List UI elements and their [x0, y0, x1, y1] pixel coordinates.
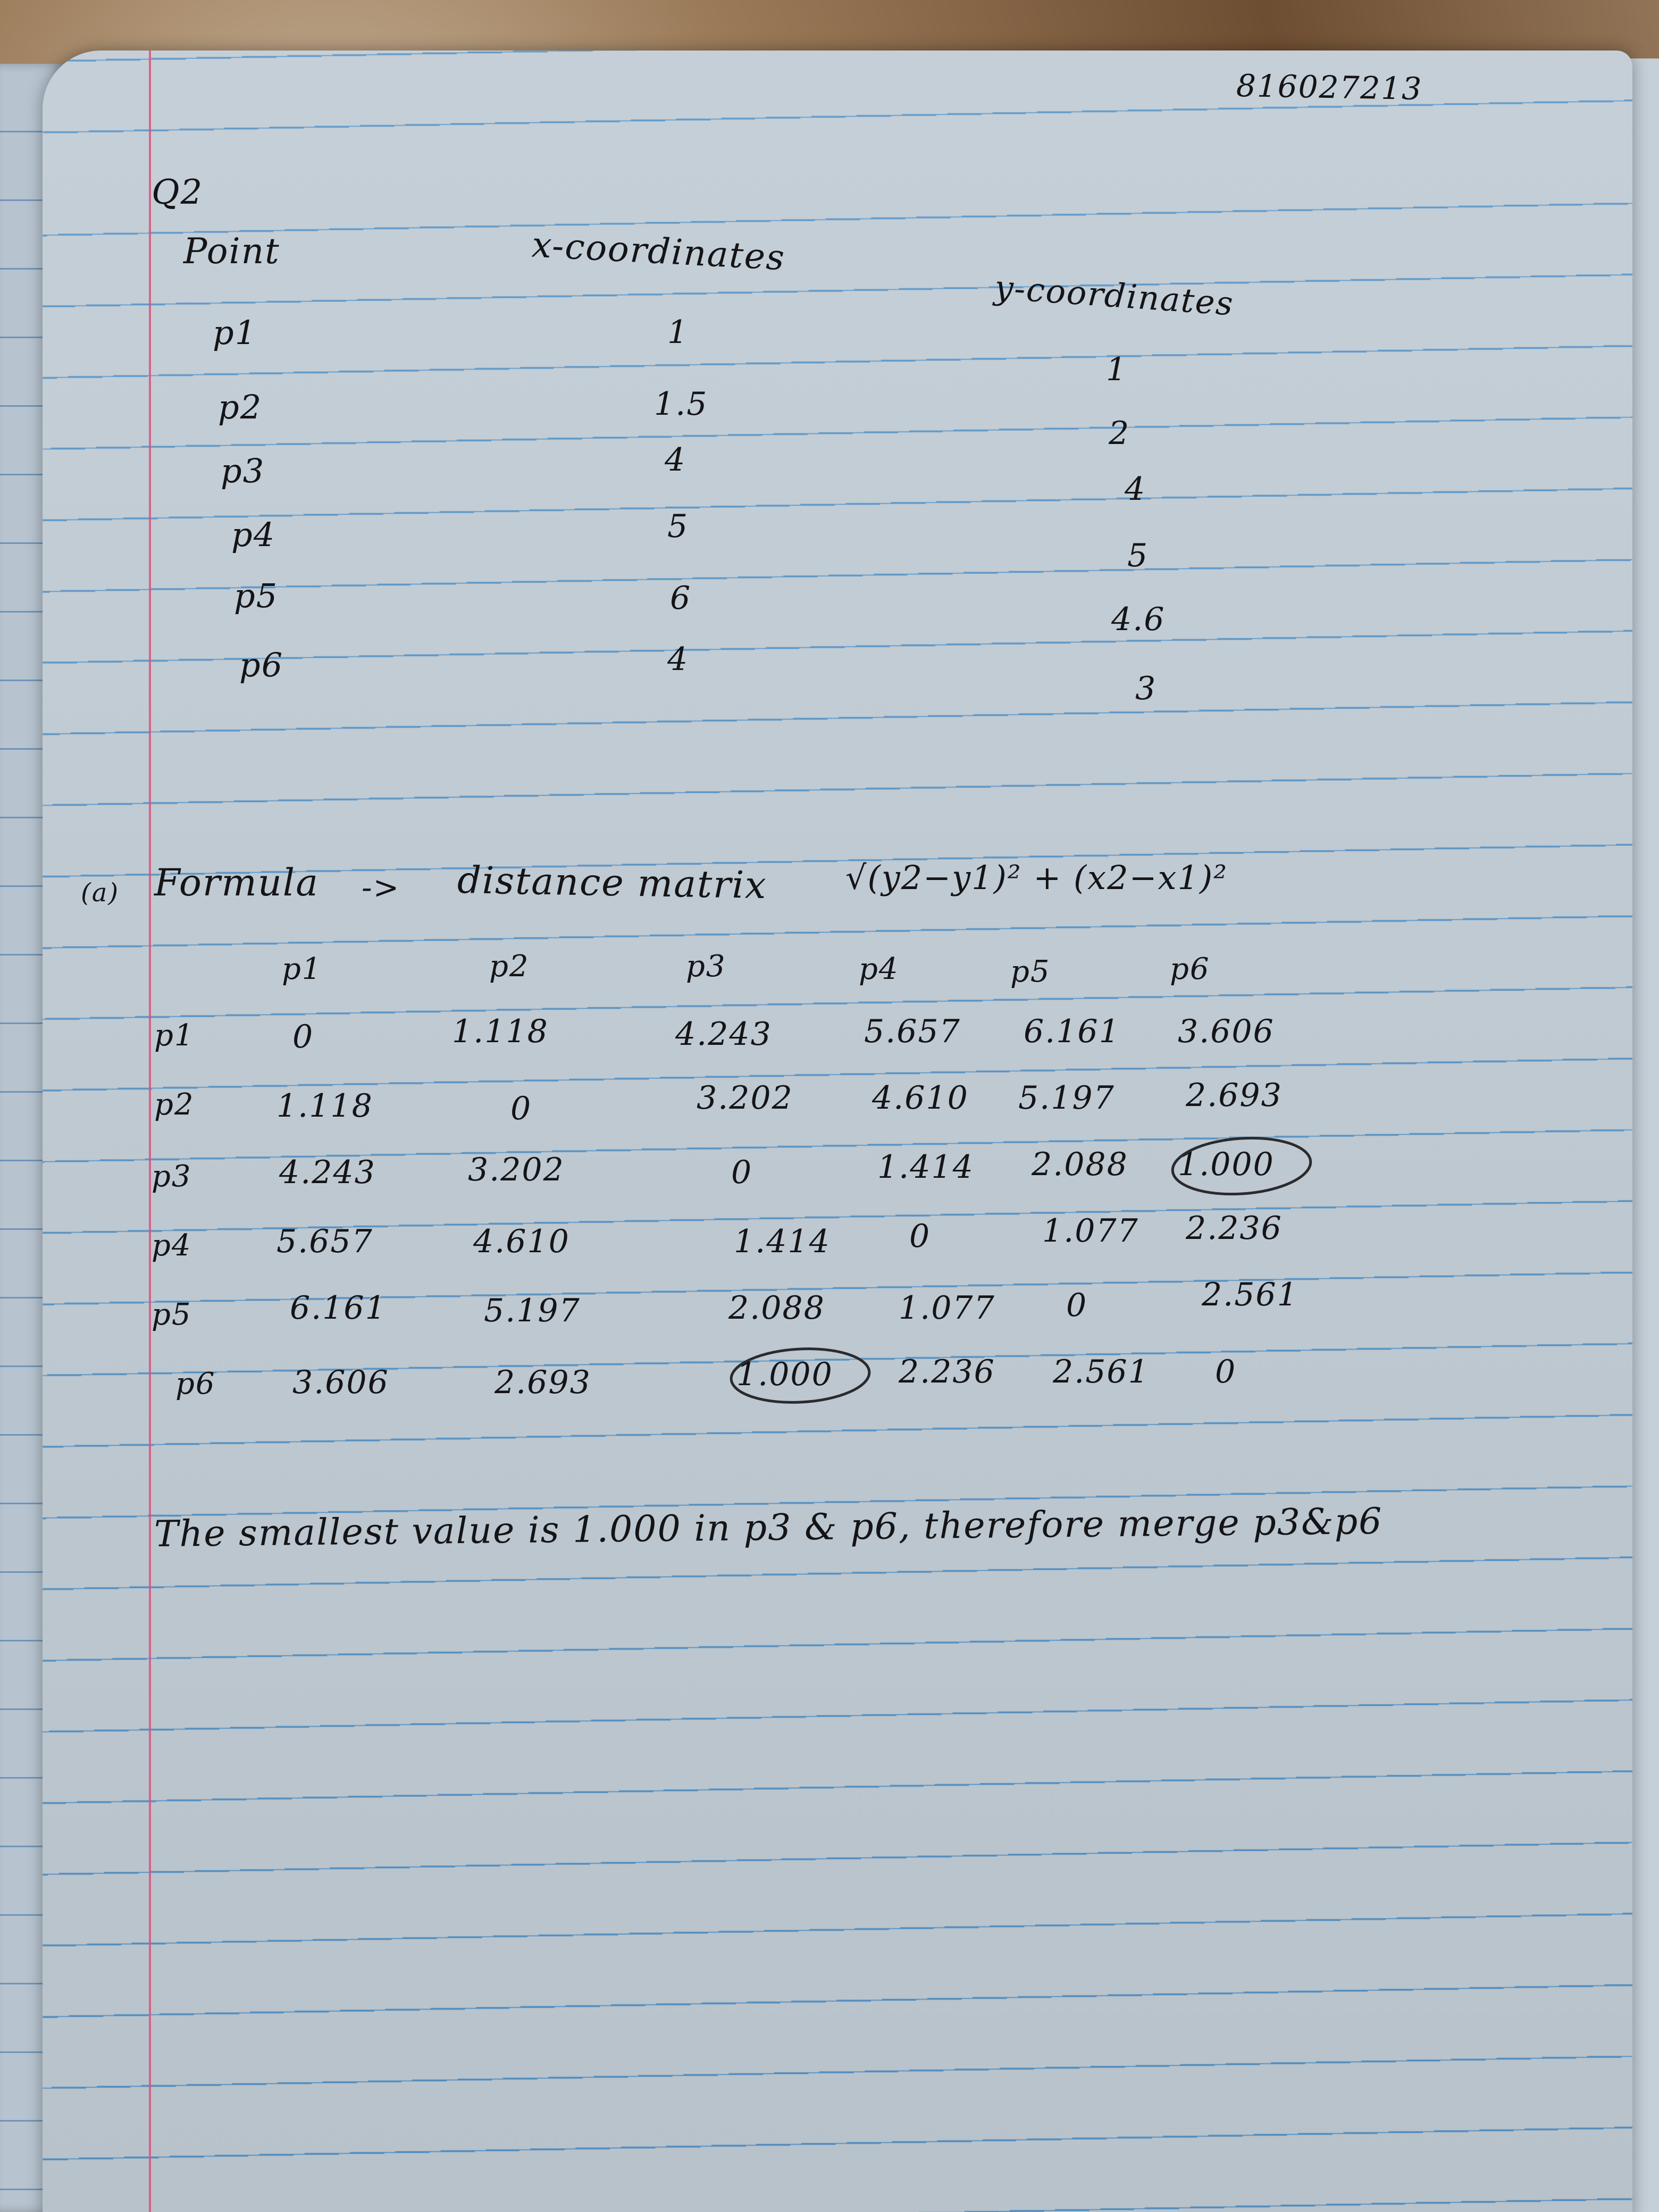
matrix-cell: 2.236 — [899, 1353, 995, 1390]
matrix-cell: 3.606 — [1178, 1013, 1275, 1050]
notebook-page — [43, 51, 1632, 2212]
point-y: 2 — [1109, 415, 1130, 452]
matrix-col-header: p2 — [489, 949, 530, 984]
col-header-point: Point — [183, 231, 280, 272]
matrix-cell: 0 — [909, 1218, 931, 1255]
point-x: 1.5 — [654, 386, 708, 423]
matrix-cell: 4.243 — [675, 1016, 772, 1053]
point-label: p6 — [239, 646, 284, 684]
point-x: 6 — [670, 580, 692, 617]
matrix-row-label: p2 — [154, 1087, 195, 1122]
matrix-row-label: p6 — [175, 1367, 216, 1401]
matrix-cell: 4.243 — [279, 1154, 376, 1191]
matrix-col-header: p6 — [1170, 952, 1210, 986]
col-header-x: x-coordinates — [531, 224, 786, 279]
matrix-cell: 5.657 — [276, 1223, 373, 1260]
distance-formula: √(y2−y1)² + (x2−x1)² — [845, 858, 1228, 897]
matrix-col-header: p3 — [686, 949, 726, 984]
point-label: p4 — [231, 515, 276, 554]
point-label: p2 — [218, 388, 263, 426]
point-x: 4 — [665, 441, 686, 479]
conclusion-text: The smallest value is 1.000 in p3 & p6, therefore merge p3&p6 — [154, 1500, 1383, 1556]
arrow-text: -> — [362, 869, 400, 906]
matrix-cell: 5.197 — [484, 1292, 581, 1329]
point-y: 4 — [1125, 471, 1146, 508]
matrix-row-label: p1 — [154, 1018, 195, 1053]
matrix-cell: 1.118 — [276, 1087, 373, 1125]
matrix-cell: 5.197 — [1018, 1079, 1115, 1117]
matrix-cell: 4.610 — [872, 1079, 969, 1117]
matrix-cell: 2.561 — [1202, 1276, 1298, 1313]
matrix-cell: 1.414 — [734, 1223, 831, 1260]
point-x: 5 — [667, 508, 689, 545]
matrix-cell: 2.088 — [728, 1289, 825, 1327]
matrix-cell-min-circled: 1.000 — [736, 1356, 833, 1393]
point-y: 3 — [1135, 670, 1157, 707]
part-label: (a) — [81, 878, 120, 908]
point-label: p1 — [213, 313, 257, 352]
matrix-cell: 0 — [510, 1090, 532, 1127]
point-y: 5 — [1127, 537, 1149, 574]
matrix-cell: 3.202 — [468, 1151, 565, 1188]
matrix-cell: 3.202 — [697, 1079, 793, 1117]
annotation-marks — [43, 51, 1632, 2212]
part-heading: Formula — [154, 861, 319, 904]
point-x: 1 — [667, 314, 689, 351]
point-x: 4 — [667, 641, 689, 678]
matrix-cell: 1.077 — [899, 1289, 995, 1327]
matrix-col-header: p5 — [1010, 954, 1051, 989]
matrix-cell: 1.077 — [1042, 1212, 1139, 1250]
point-label: p3 — [221, 451, 265, 490]
point-y: 4.6 — [1111, 601, 1166, 638]
student-id: 816027213 — [1236, 67, 1423, 107]
matrix-cell: 2.088 — [1032, 1146, 1128, 1183]
matrix-cell: 2.693 — [1186, 1077, 1283, 1114]
matrix-col-header: p4 — [859, 952, 899, 986]
matrix-row-label: p5 — [152, 1297, 192, 1332]
matrix-cell: 0 — [731, 1154, 753, 1191]
matrix-cell-min-circled: 1.000 — [1178, 1146, 1275, 1183]
matrix-cell: 6.161 — [1024, 1013, 1120, 1050]
matrix-cell: 4.610 — [473, 1223, 570, 1260]
matrix-cell: 5.657 — [864, 1013, 961, 1050]
matrix-cell: 1.414 — [877, 1149, 974, 1186]
col-header-y: y-coordinates — [993, 267, 1235, 323]
margin-line — [149, 51, 151, 2212]
matrix-cell: 0 — [292, 1018, 314, 1055]
matrix-cell: 6.161 — [290, 1289, 387, 1327]
matrix-cell: 0 — [1215, 1353, 1237, 1390]
matrix-cell: 1.118 — [452, 1013, 549, 1050]
point-y: 1 — [1106, 351, 1128, 388]
distance-matrix-label: distance matrix — [457, 858, 768, 908]
matrix-cell: 2.236 — [1186, 1210, 1283, 1247]
matrix-cell: 0 — [1066, 1287, 1088, 1324]
matrix-cell: 2.561 — [1053, 1353, 1150, 1390]
matrix-cell: 3.606 — [292, 1364, 389, 1401]
point-label: p5 — [234, 576, 279, 615]
matrix-row-label: p4 — [152, 1228, 192, 1263]
matrix-cell: 2.693 — [495, 1364, 591, 1401]
matrix-col-header: p1 — [282, 952, 322, 986]
matrix-row-label: p3 — [152, 1159, 192, 1194]
question-label: Q2 — [152, 173, 204, 212]
